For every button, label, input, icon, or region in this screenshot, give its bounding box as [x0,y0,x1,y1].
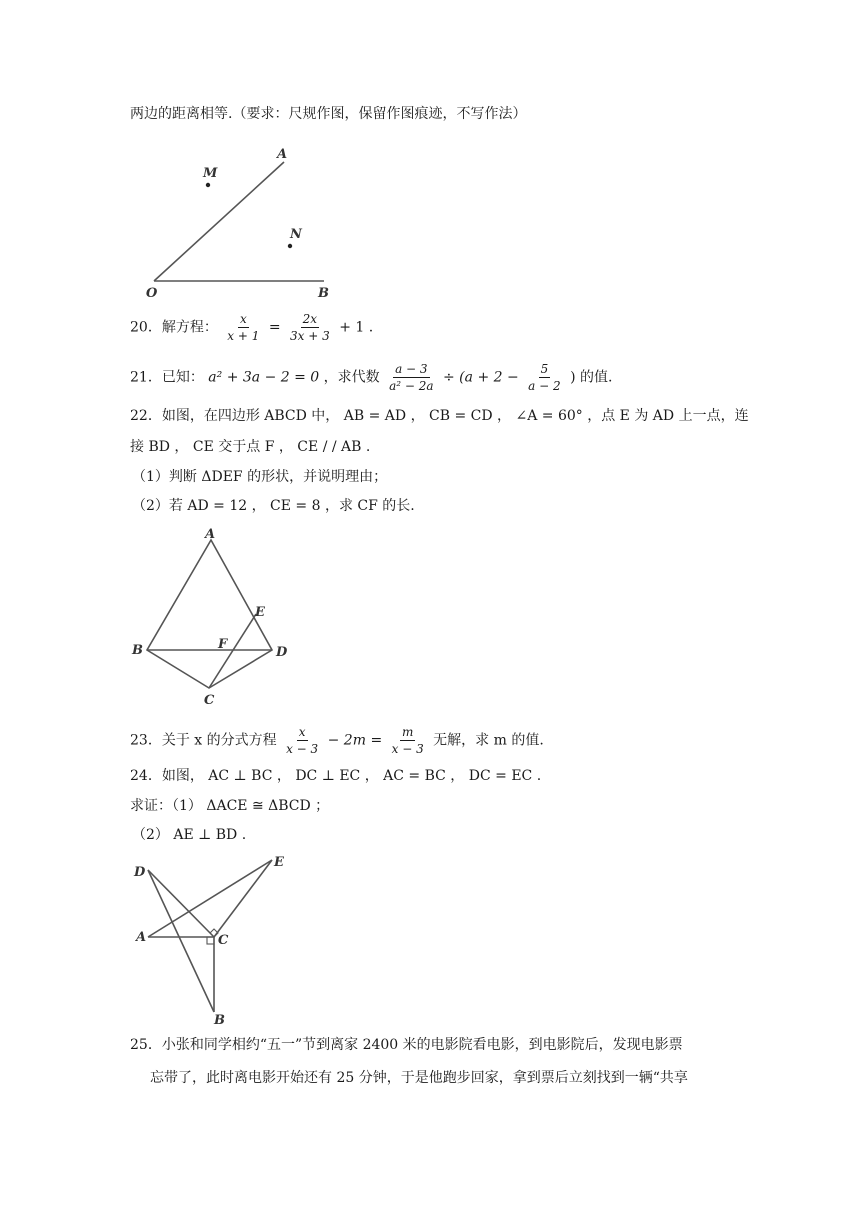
q21-frac-1: $\frac{a - 3}{\text{a² − 2a}}$ [389,362,434,393]
q22-line2: 接 BD ， CE 交于点 F ， CE / / AB . [130,439,371,455]
q20-label: 20．解方程： [130,319,218,336]
fig24-segment-ce [214,860,272,937]
q22-sub2: （2）若 AD = 12 ， CE = 8 ，求 CF 的长. [132,498,415,514]
fig24-label-b: B [214,1013,225,1028]
fig24-label-e: E [274,855,284,870]
fig19-label-m: M [203,166,218,181]
fig22-label-f: F [218,637,228,652]
fig22-label-a: A [205,527,216,542]
fig19-label-o: O [146,286,158,301]
q22-line1: 22．如图，在四边形 ABCD 中， AB = AD ， CB = CD ， ∠A = 60° ，点 E 为 AD 上一点，连 [130,408,749,424]
q20-equation: 20．解方程： $\frac{x}{x + 1}$ = $\frac{2x}{3x + 3}$ + 1 . [130,312,374,343]
fig24-segment-db [148,870,214,1012]
fig19-label-a: A [277,147,288,162]
q22-sub1: （1）判断 ΔDEF 的形状，并说明理由； [132,469,388,485]
q23-frac-2: $\frac{m}{x - 3}$ [391,725,424,756]
q24-line1: 24．如图， AC ⊥ BC ， DC ⊥ EC ， AC = BC ， DC = EC . [130,768,542,784]
fig22-label-d: D [276,645,288,660]
q25-line2: 忘带了，此时离电影开始还有 25 分钟，于是他跑步回家，拿到票后立刻找到一辆“共享 [150,1070,688,1086]
fig22-label-b: B [132,643,143,658]
fig19-label-n: N [290,227,302,242]
q24-line2: 求证：（1） ΔACE ≅ ΔBCD ； [130,798,330,814]
q20-frac-left: $\frac{x}{x + 1}$ [227,312,260,343]
q21-frac-2: $\frac{5}{a - 2}$ [528,362,561,393]
fig24-label-d: D [134,865,146,880]
fig22-label-c: C [204,693,215,708]
fig24-label-c: C [218,933,229,948]
fig22-label-e: E [255,605,265,620]
q20-frac-right: $\frac{2x}{3x + 3}$ [290,312,330,343]
q21-expression: 21．已知： a² + 3a − 2 = 0 ，求代数 $\frac{a - 3}{\text{a² − 2a}}$ ÷ (a + 2 − $\frac{5}{a - 2}$ ) 的值. [130,362,613,393]
fig24-segment-ae [148,860,272,937]
fig24-right-angle-acb [207,937,214,944]
fig24-segment-dc [148,870,214,937]
q24-line3: （2） AE ⊥ BD . [132,827,247,843]
fig19-label-b: B [318,286,329,301]
q23-equation: 23．关于 x 的分式方程 $\frac{x}{x - 3}$ − 2m = $\frac{m}{x - 3}$ 无解，求 m 的值. [130,725,544,756]
q25-line1: 25．小张和同学相约“五一”节到离家 2400 米的电影院看电影，到电影院后，发现电影票 [130,1037,683,1053]
q23-frac-1: $\frac{x}{x - 3}$ [286,725,319,756]
q19-text: 两边的距离相等.（要求：尺规作图，保留作图痕迹，不写作法） [130,106,527,122]
fig24-label-a: A [136,930,147,945]
